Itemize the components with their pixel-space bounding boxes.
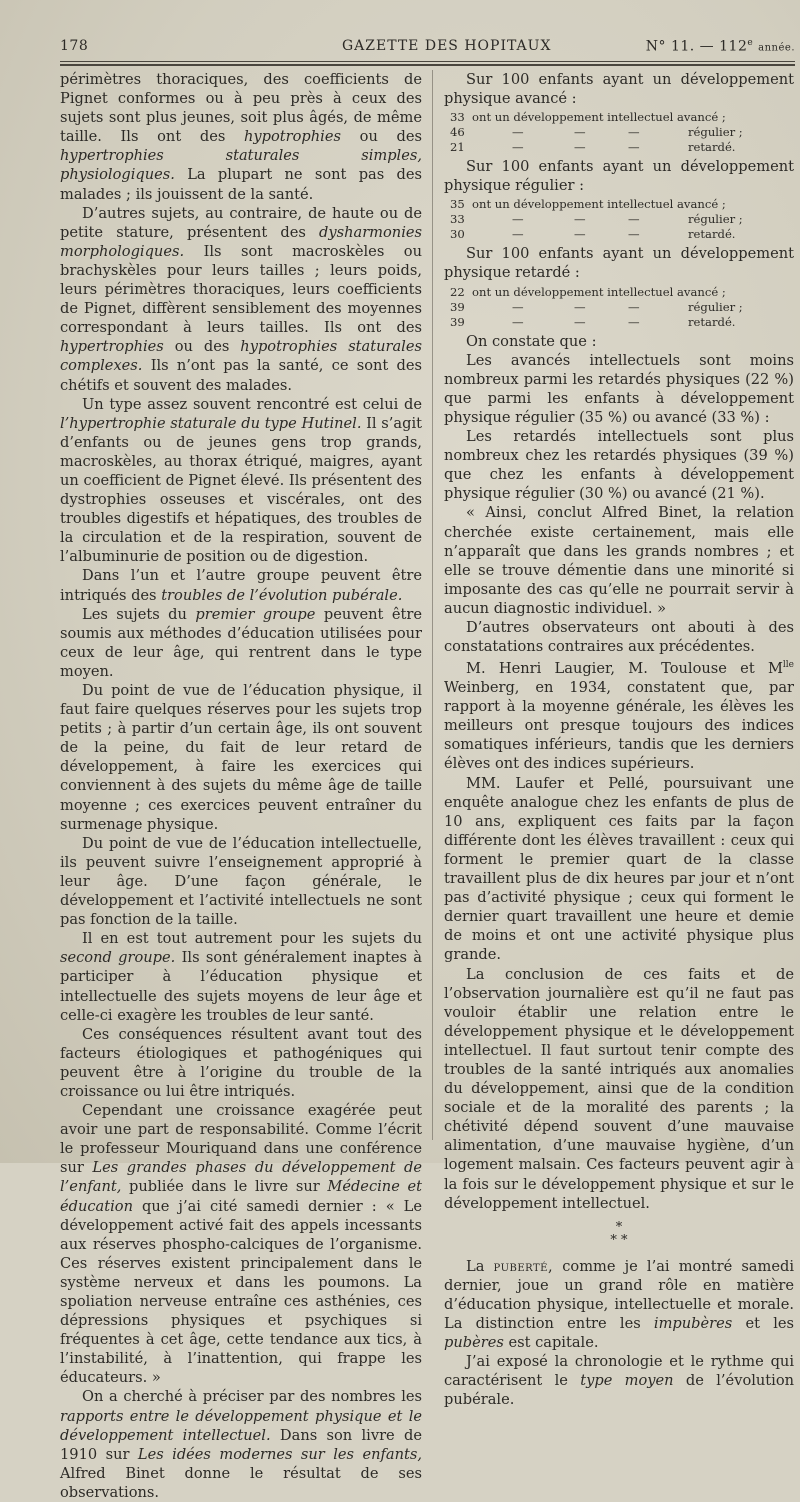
- table-row: 35 ont un développement intellectuel avancé ;: [450, 197, 726, 212]
- left-column: [60, 70, 422, 1502]
- paragraph: On a cherché à préciser par des nombres les rapports entre le développement physique et le développement intellectuel. Dans son livre de 1910 sur Les idées modernes sur les enfants, Alfred Binet donne le résultat de ses observations.: [60, 1388, 422, 1501]
- paragraph: Sur 100 enfants ayant un développement physique avancé :: [444, 71, 794, 108]
- paragraph: périmètres thoraciques, des coefficients de Pignet conformes ou à peu près à ceux des sujets sont plus jeunes, soit plus âgés, de même taille. Ils ont des hypotrophies ou des hypertrophies staturales simples, physiologiques. La plupart ne sont pas des malades ; ils jouissent de la santé.: [60, 71, 422, 203]
- section-separator-asterism: * * *: [610, 1219, 628, 1248]
- stats-table-regular: [450, 197, 794, 242]
- paragraph: Sur 100 enfants ayant un développement physique retardé :: [444, 245, 794, 282]
- paragraph: Un type assez souvent rencontré est celui de l’hypertrophie staturale du type Hutinel. Il s’agit d’enfants ou de jeunes gens trop grands, macroskèles, au thorax étriqué, maigres, ayant un coefficient de Pignet élevé. Ils présentent des dystrophies osseuses et viscérales, ont des troubles digestifs et hépatiques, des troubles de la circulation et de la respiration, souvent de l’albuminurie de position ou de digestion.: [60, 395, 422, 566]
- paragraph: Cependant une croissance exagérée peut avoir une part de responsabilité. Comme l’écrit le professeur Mouriquand dans une conférence sur Les grandes phases du développement de l’enfant, publiée dans le livre sur Médecine et éducation que j’ai cité samedi dernier : « Le développement activé fait des appels incessants aux réserves phospho-calciques de l’organisme. Ces réserves existent principalement dans le système nerveux et dans les poumons. La spoliation nerveuse entraîne ces asthénies, ces dépressions physiques et psychiques si fréquentes à cet âge, cette tendance aux tics, à l’instabilité, à l’inattention, qui frappe les éducateurs. »: [60, 1102, 422, 1387]
- table-row: 39 — — — retardé.: [450, 314, 736, 329]
- issue-label: N° 11. — 112e année.: [645, 38, 795, 55]
- page-number: 178: [60, 38, 89, 54]
- paragraph: J’ai exposé la chronologie et le rythme qui caractérisent le type moyen de l’évolution pubérale.: [444, 1353, 795, 1409]
- paragraph: La conclusion de ces faits et de l’observation journalière est qu’il ne faut pas vouloir établir une relation entre le développement physique et le développement intellectuel. Il faut surtout tenir compte des troubles de la santé intriqués aux anomalies du développement, ainsi que de la condition sociale et de la moralité des parents ; la chétivité dépend souvent d’une mauvaise alimentation, d’une mauvaise hygiène, d’un logement malsain. Ces facteurs peuvent agir à la fois sur le développement physique et sur le développement intellectuel.: [444, 965, 794, 1212]
- stats-table-retarded: [450, 285, 794, 330]
- journal-title: GAZETTE DES HOPITAUX: [342, 38, 552, 54]
- header-rule-thick: [60, 64, 795, 66]
- table-row: 39 — — — régulier ;: [450, 299, 743, 314]
- paragraph: Les retardés intellectuels sont plus nombreux chez les retardés physiques (39 %) que chez les enfants à développement physique régulier (30 %) ou avancé (21 %).: [444, 428, 794, 503]
- paragraph: D’autres observateurs ont abouti à des constatations contraires aux précédentes.: [444, 618, 794, 656]
- paragraph: MM. Laufer et Pellé, poursuivant une enquête analogue chez les enfants de plus de 10 ans, expliquent ces faits par la façon différente dont les élèves travaillent : ceux qui forment le premier quart de la classe travaillent plus de dix heures par jour et n’ont pas d’activité physique ; ceux qui forment le dernier quart travaillent une heure et demie de moins et ont une activité physique plus grande.: [444, 774, 794, 964]
- table-row: 22 ont un développement intellectuel avancé ;: [450, 284, 726, 299]
- table-row: 21 — — — retardé.: [450, 140, 736, 155]
- paragraph: Les avancés intellectuels sont moins nombreux parmi les retardés physiques (22 %) que parmi les enfants à développement physique régulier (35 %) ou avancé (33 %) :: [444, 351, 794, 426]
- paragraph: Sur 100 enfants ayant un développement physique régulier :: [444, 158, 794, 195]
- paragraph: La puberté, comme je l’ai montré samedi dernier, joue un grand rôle en matière d’éducation physique, intellectuelle et morale. La distinction entre les impubères et les pubères est capitale.: [444, 1257, 794, 1352]
- table-row: 33 — — — régulier ;: [450, 212, 743, 227]
- paragraph: Du point de vue de l’éducation intellectuelle, ils peuvent suivre l’enseignement approprié à leur âge. D’une façon générale, le développement et l’activité intellectuels ne sont pas fonction de la taille.: [60, 834, 422, 929]
- paragraph: Il en est tout autrement pour les sujets du second groupe. Ils sont généralement inaptes à participer à l’éducation physique et intellectuelle des sujets moyens de leur âge et celle-ci exagère les troubles de leur santé.: [60, 930, 422, 1024]
- stats-table-advanced: [450, 110, 794, 155]
- paragraph: M. Henri Laugier, M. Toulouse et $M^{lle}$ Weinberg, en 1934, constatent que, par rapport à la moyenne générale, les élèves les meilleurs ont presque toujours des indices somatiques inférieurs, tandis que les derniers élèves ont des indices supérieurs.: [444, 660, 794, 773]
- header-rule-thin: [60, 61, 795, 62]
- paragraph: Les sujets du premier groupe peuvent être soumis aux méthodes d’éducation utilisées pour ceux de leur âge, qui rentrent dans le type moyen.: [60, 605, 422, 680]
- paragraph: « Ainsi, conclut Alfred Binet, la relation cherchée existe certainement, mais elle n’apparaît que dans les grands nombres ; et elle se trouve démentie dans une minorité si imposante des cas qu’elle ne pourrait servir à aucun diagnostic individuel. »: [444, 504, 794, 617]
- paragraph: D’autres sujets, au contraire, de haute ou de petite stature, présentent des dysharmonies morphologiques. Ils sont macroskèles ou brachyskèles pour leurs tailles ; leurs poids, leurs périmètres thoraciques, leurs coefficients de Pignet, diffèrent sensiblement des moyennes correspondant à leurs tailles. Ils ont des hypertrophies ou des hypotrophies staturales complexes. Ils n’ont pas la santé, ce sont des chétifs et souvent des malades.: [60, 204, 422, 394]
- table-row: 46 — — — régulier ;: [450, 125, 743, 140]
- paragraph: On constate que :: [466, 332, 597, 350]
- paragraph: Du point de vue de l’éducation physique, il faut faire quelques réserves pour les sujets trop petits ; à partir d’un certain âge, ils ont souvent de la peine, du fait de leur retard de développement, à faire les exercices qui conviennent à des sujets du même âge de taille moyenne ; ces exercices peuvent entraîner du surmenage physique.: [60, 682, 422, 833]
- column-divider: [432, 70, 433, 1140]
- page-header: [60, 38, 795, 60]
- paragraph: Ces conséquences résultent avant tout des facteurs étiologiques et pathogéniques qui peuvent être à l’origine du trouble de la croissance ou lui être intriqués.: [60, 1025, 422, 1100]
- table-row: 30 — — — retardé.: [450, 227, 736, 242]
- table-row: 33 ont un développement intellectuel avancé ;: [450, 110, 726, 125]
- right-column: [444, 70, 794, 1409]
- paragraph: Dans l’un et l’autre groupe peuvent être intriqués des troubles de l’évolution pubérale.: [60, 567, 422, 604]
